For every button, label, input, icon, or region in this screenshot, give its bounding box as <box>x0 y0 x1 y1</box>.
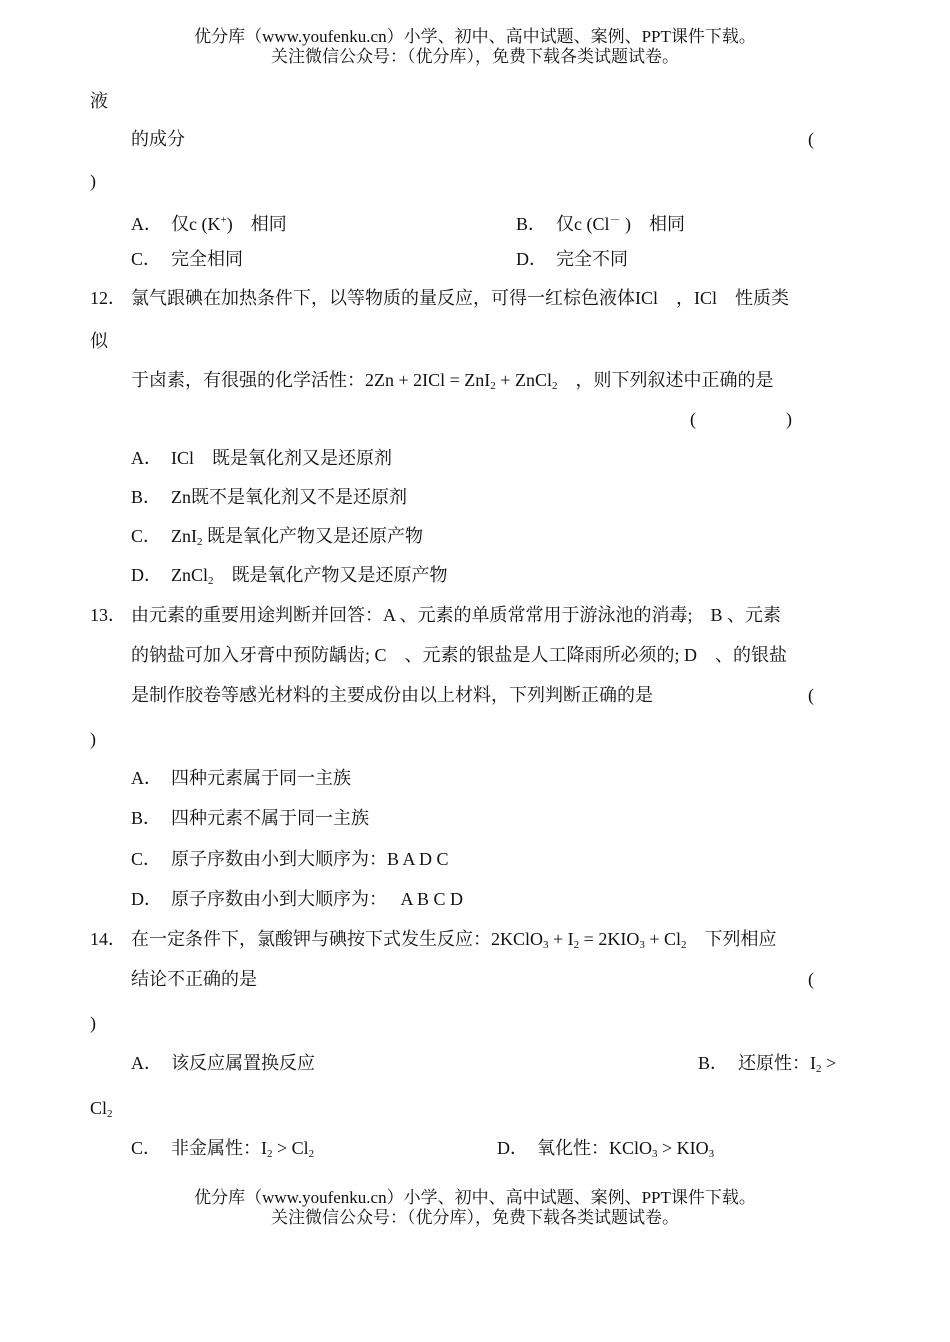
q11-answer-bracket-close: ) <box>90 171 96 191</box>
q12-option-a: A． ICl 既是氧化剂又是还原剂 <box>131 448 392 468</box>
q14-answer-bracket-close: ) <box>90 1013 96 1033</box>
q12-stem-line3: 于卤素，有很强的化学活性：2Zn + 2ICl = ZnI$_2$ + ZnCl$_2$ ，则下列叙述中正确的是 <box>131 370 774 392</box>
q13-answer-bracket-close: ) <box>90 729 96 749</box>
q11-stem-cont2: 的成分 <box>131 129 185 149</box>
q14-stem-line2: 结论不正确的是 <box>131 969 257 989</box>
q13-stem-line2: 的钠盐可加入牙膏中预防龋齿; C 、元素的银盐是人工降雨所必须的; D 、的银盐 <box>131 645 788 665</box>
q12-answer-bracket: ( ) <box>690 409 792 429</box>
q12-option-c: C． ZnI$_2$ 既是氧化产物又是还原产物 <box>131 526 423 548</box>
q11-option-d: D． 完全不同 <box>516 249 628 269</box>
q12-stem-line1: 氯气跟碘在加热条件下，以等物质的量反应，可得一红棕色液体ICl ，ICl 性质类 <box>131 288 789 308</box>
q14-option-d: D． 氧化性：KClO$_3$ > $KIO_3$ <box>497 1138 715 1160</box>
q11-option-a: A． 仅c (K+) 相同 <box>131 214 287 234</box>
q11-stem-cont: 液 <box>90 91 108 111</box>
q14-answer-bracket-open: ( <box>808 969 814 989</box>
q13-stem-line1: 由元素的重要用途判断并回答：A 、元素的单质常常用于游泳池的消毒; B 、元素 <box>131 605 782 625</box>
q14-number: 14． <box>90 929 126 949</box>
q13-option-a: A． 四种元素属于同一主族 <box>131 768 351 788</box>
q13-number: 13． <box>90 605 126 625</box>
q13-answer-bracket-open: ( <box>808 685 814 705</box>
page-header-line2: 关注微信公众号：（优分库），免费下载各类试题试卷。 <box>271 47 679 66</box>
q12-number: 12． <box>90 288 126 308</box>
q11-answer-bracket-open: ( <box>808 129 814 149</box>
q14-option-a: A． 该反应属置换反应 <box>131 1053 315 1073</box>
q11-option-c: C． 完全相同 <box>131 249 243 269</box>
q12-option-b: B． Zn既不是氧化剂又不是还原剂 <box>131 487 407 507</box>
q13-stem-line3: 是制作胶卷等感光材料的主要成份由以上材料，下列判断正确的是 <box>131 685 653 705</box>
q14-option-c: C． 非金属性：$I_2 > Cl_2$ <box>131 1138 315 1160</box>
q12-option-d: D． ZnCl$_2$ 既是氧化产物又是还原产物 <box>131 565 448 587</box>
page-header-line1: 优分库（www.youfenku.cn）小学、初中、高中试题、案例、PPT课件下载。 <box>194 27 756 46</box>
q11-option-b: B． 仅c (Cl－ ) 相同 <box>516 214 685 234</box>
page-footer-line1: 优分库（www.youfenku.cn）小学、初中、高中试题、案例、PPT课件下载。 <box>194 1188 756 1207</box>
q14-option-b-cont: $Cl_2$ <box>90 1098 113 1120</box>
q13-option-d: D． 原子序数由小到大顺序为： A B C D <box>131 889 464 909</box>
q12-stem-line2: 似 <box>90 331 108 351</box>
q14-option-b: B． 还原性：$I_2$ > <box>698 1053 837 1075</box>
q14-stem-line1: 在一定条件下，氯酸钾与碘按下式发生反应：2KClO$_3$ + $I_2 = 2KIO_3 + Cl_2$ 下列相应 <box>131 929 777 951</box>
q13-option-b: B． 四种元素不属于同一主族 <box>131 808 369 828</box>
page-footer-line2: 关注微信公众号：（优分库），免费下载各类试题试卷。 <box>271 1208 679 1227</box>
q13-option-c: C． 原子序数由小到大顺序为：B A D C <box>131 849 449 869</box>
